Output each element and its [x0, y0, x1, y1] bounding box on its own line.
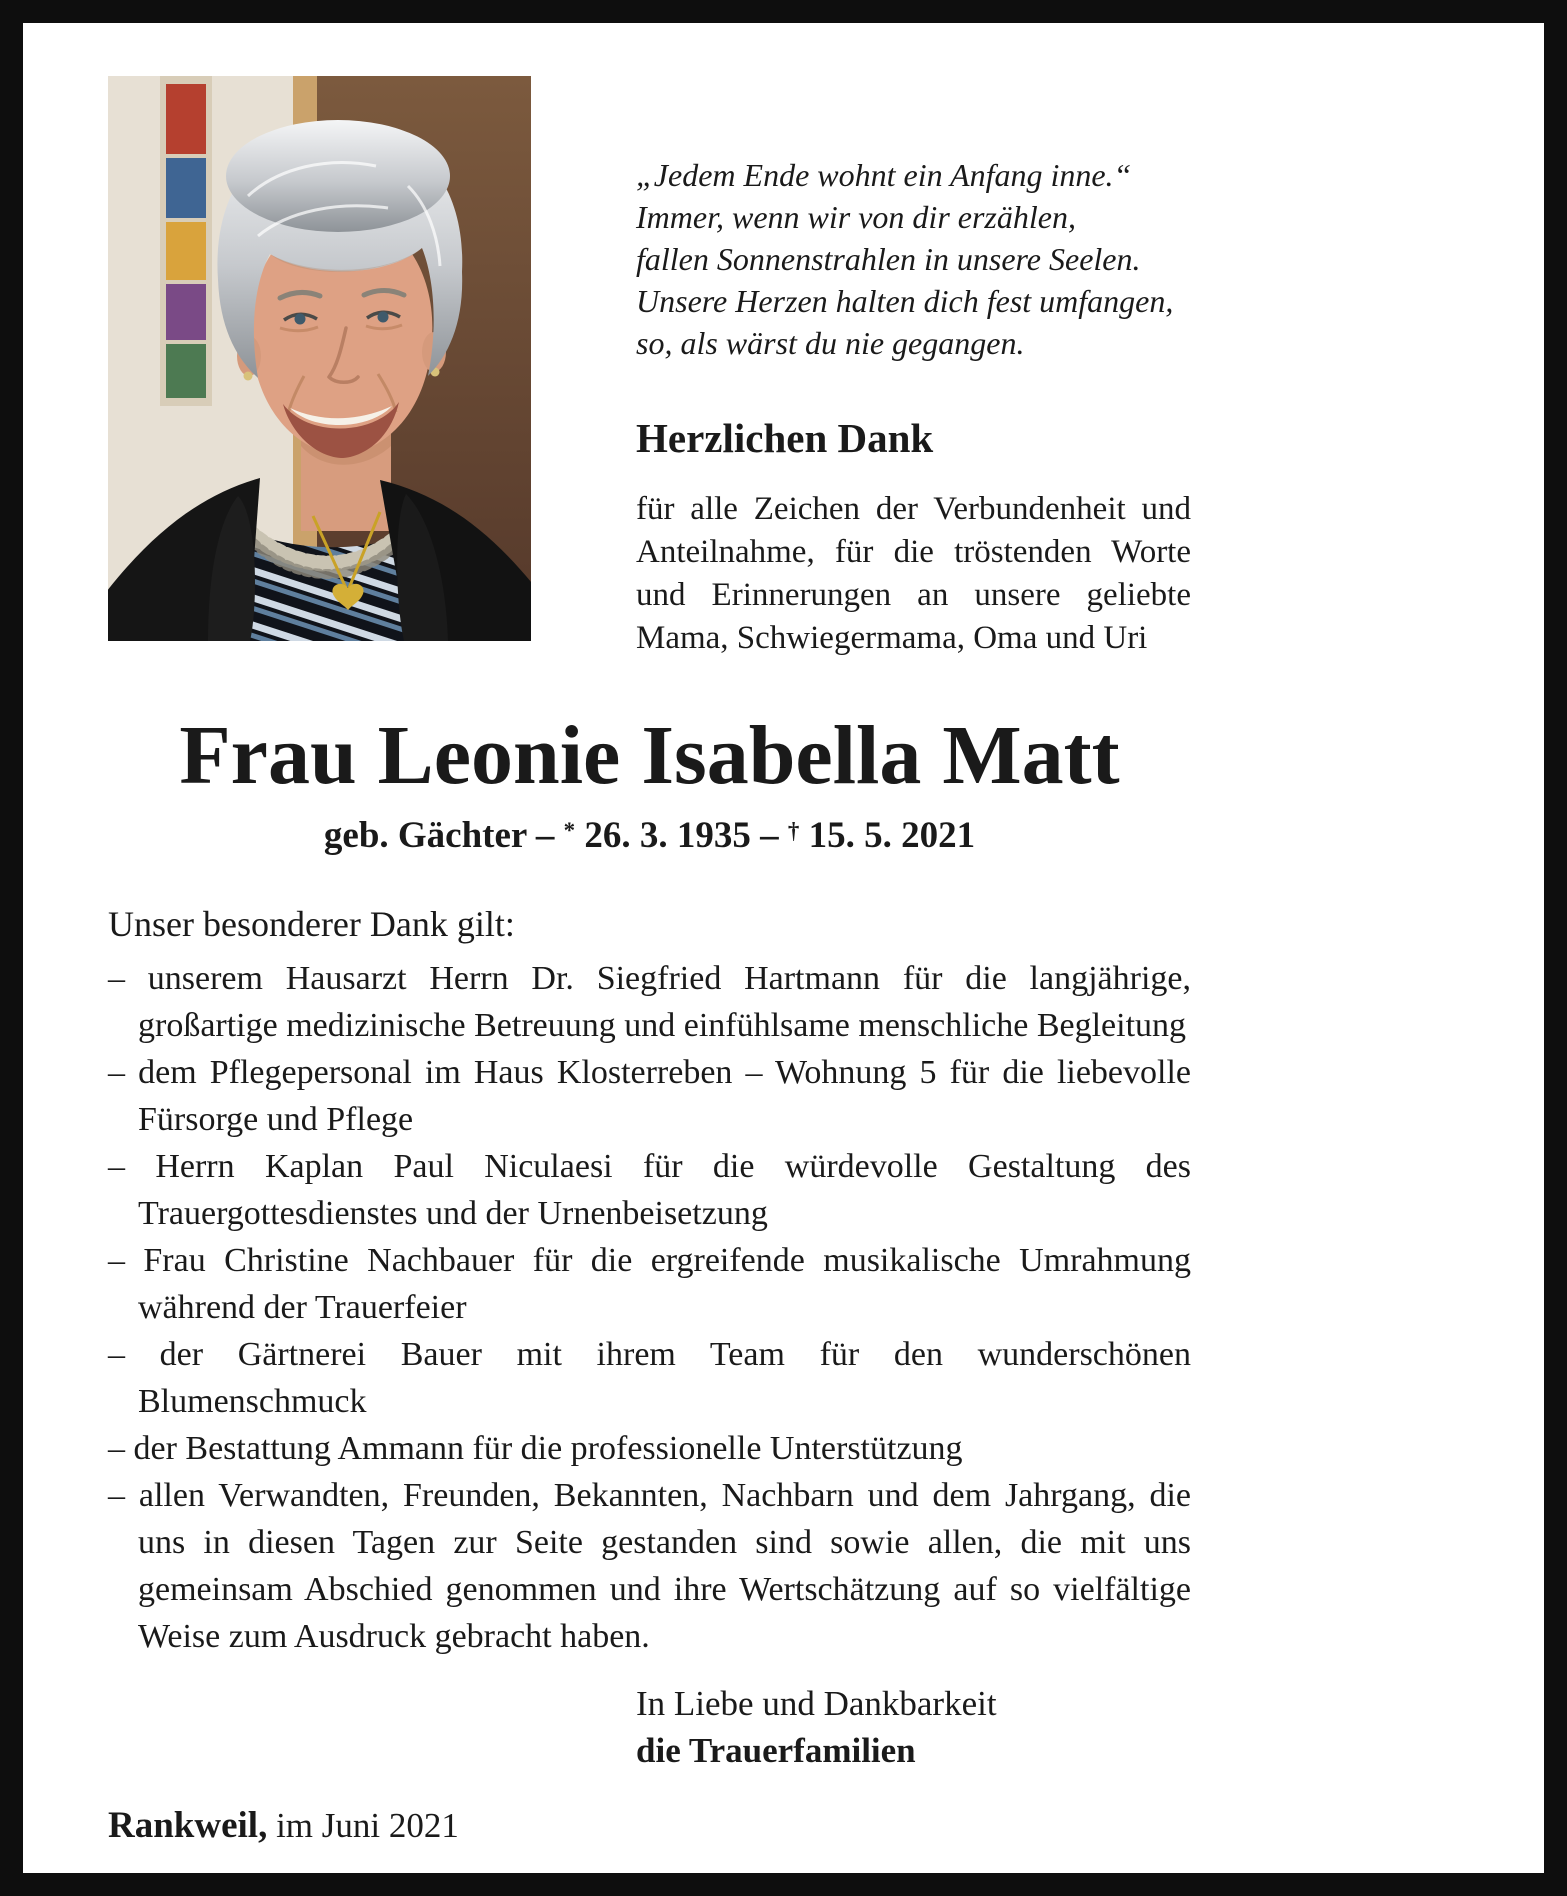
- top-row: [108, 76, 1191, 660]
- poem-line: fallen Sonnenstrahlen in unsere Seelen.: [636, 241, 1141, 277]
- card-sheet: [23, 23, 1544, 1873]
- poem-line: Unsere Herzen halten dich fest umfangen,: [636, 283, 1174, 319]
- closing-signature: die Trauerfamilien: [636, 1731, 916, 1771]
- portrait-photo: [108, 76, 531, 641]
- list-item: – dem Pflegepersonal im Haus Klosterreben – Wohnung 5 für die liebevolle Fürsorge und Pflege: [108, 1049, 1191, 1143]
- poem-line: „Jedem Ende wohnt ein Anfang inne.“: [636, 157, 1132, 193]
- maiden-name: geb. Gächter –: [323, 815, 564, 857]
- footer-date: im Juni 2021: [267, 1806, 459, 1845]
- acknowledgements-intro: Unser besonderer Dank gilt:: [108, 904, 515, 945]
- right-column: [636, 154, 1191, 660]
- footer-location: Rankweil,: [108, 1805, 268, 1846]
- list-item: – der Gärtnerei Bauer mit ihrem Team für den wunderschönen Blumenschmuck: [108, 1331, 1191, 1425]
- poem-line: so, als wärst du nie gegangen.: [636, 325, 1025, 361]
- thanks-heading: Herzlichen Dank: [636, 415, 934, 461]
- poem: [636, 154, 1191, 364]
- footer: [108, 1804, 459, 1847]
- deceased-dates: [108, 814, 1191, 857]
- list-item: – Herrn Kaplan Paul Niculaesi für die würdevolle Gestaltung des Trauergottesdienstes und der Urnenbeisetzung: [108, 1143, 1191, 1237]
- list-item: – Frau Christine Nachbauer für die ergreifende musikalische Umrahmung während der Trauerfeier: [108, 1237, 1191, 1331]
- poem-line: Immer, wenn wir von dir erzählen,: [636, 199, 1076, 235]
- death-date: 15. 5. 2021: [799, 815, 976, 857]
- birth-symbol: *: [563, 818, 576, 844]
- closing-line: In Liebe und Dankbarkeit: [636, 1684, 997, 1724]
- death-symbol: †: [787, 818, 800, 844]
- list-item: – allen Verwandten, Freunden, Bekannten, Nachbarn und dem Jahrgang, die uns in diesen Tagen zur Seite gestanden sind sowie allen, die mit uns gemeinsam Abschied genommen und ihre Wertschätzung auf so vielfältige Weise zum Ausdruck gebracht haben.: [108, 1472, 1191, 1660]
- closing-block: [636, 1680, 1191, 1774]
- birth-date: 26. 3. 1935 –: [575, 815, 788, 857]
- acknowledgements-list: [108, 955, 1191, 1660]
- portrait-illustration: [108, 76, 531, 641]
- list-item: – der Bestattung Ammann für die professionelle Unterstützung: [108, 1425, 1191, 1472]
- thanks-text: für alle Zeichen der Verbundenheit und Anteilnahme, für die tröstenden Worte und Erinnerungen an unsere geliebte Mama, Schwiegermama, Oma und Uri: [636, 491, 1191, 656]
- list-item: – unserem Hausarzt Herrn Dr. Siegfried Hartmann für die langjährige, großartige medizinische Betreuung und einfühlsame menschliche Begleitung: [108, 955, 1191, 1049]
- deceased-name: Frau Leonie Isabella Matt: [179, 709, 1120, 802]
